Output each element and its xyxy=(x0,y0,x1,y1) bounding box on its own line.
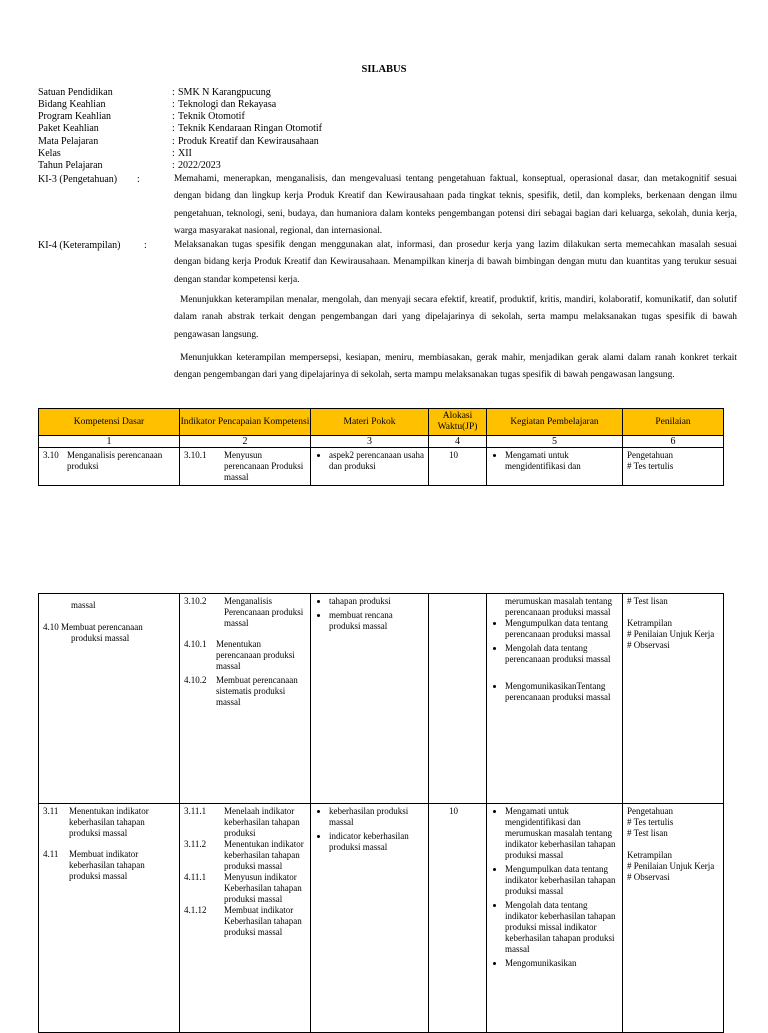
kegiatan-item: • Mengamati untuk mengidentifikasi dan xyxy=(505,450,618,472)
identity-label: Bidang Keahlian xyxy=(38,99,106,110)
ki3-label: KI-3 (Pengetahuan) xyxy=(38,174,118,185)
kd-cell xyxy=(39,594,180,804)
ki3-text: Memahami, menerapkan, menganalisis, dan mengevaluasi tentang pengetahuan faktual, konseptual, operasional dasar, dan metakognitif sesuai dengan bidang dan lingkup kerja Produk Kreatif dan Kewirausahaan pada tingkat teknis, spesifik, detil, dan kompleks, berkenaan dengan ilmu pengetahuan, teknologi, seni, budaya, dan humaniora dalam konteks pengembangan potensi diri sebagai bagian dari keluarga, sekolah, dunia kerja, warga masyarakat nasional, regional, dan internasional. xyxy=(174,174,737,237)
ipk-number: 4.10.2 xyxy=(184,675,207,685)
kd-text: massal xyxy=(71,600,96,610)
syllabus-table-continued xyxy=(38,593,724,1033)
header-materi-pokok: Materi Pokok xyxy=(311,409,429,436)
identity-value: Teknik Kendaraan Ringan Otomotif xyxy=(178,123,322,134)
penilaian-item: Ketrampilan xyxy=(627,850,672,860)
ki4-paragraph-2: Menunjukkan keterampilan menalar, mengolah, dan menyaji secara efektif, kreatif, produktif, kritis, mandiri, kolaboratif, komunikatif, dan solutif dalam ranah abstrak terkait dengan pengembangan dari yang dipelajarinya di sekolah, serta mampu melaksanakan tugas spesifik di bawah pengawasan langsung. xyxy=(174,295,737,340)
ki4-colon: : xyxy=(144,240,147,251)
ipk-number: 4.10.1 xyxy=(184,639,207,649)
identity-row: Paket Keahlian : Teknik Kendaraan Ringan Otomotif xyxy=(38,123,322,134)
kegiatan-item: • Mengolah data tentang indikator keberhasilan tahapan produksi missal indikator keberhasilan tahapan produksi massal xyxy=(505,900,618,955)
identity-row: Kelas : XII xyxy=(38,148,192,159)
ipk-text: Menentukan indikator keberhasilan tahapan produksi massal xyxy=(224,839,304,871)
penilaian-item: # Tes tertulis xyxy=(627,817,674,827)
materi-item: • aspek2 perencanaan usaha dan produksi xyxy=(329,450,424,472)
ipk-number: 4.1.12 xyxy=(184,905,207,915)
alokasi-cell: 10 xyxy=(429,804,487,1033)
table-header-row xyxy=(39,409,724,436)
header-penilaian: Penilaian xyxy=(623,409,724,436)
column-number: 3 xyxy=(311,436,429,448)
ipk-text: Menganalisis Perencanaan produksi massal xyxy=(224,596,304,628)
penilaian-item: Pengetahuan xyxy=(627,450,673,460)
materi-cell xyxy=(311,804,429,1033)
penilaian-item: # Penilaian Unjuk Kerja xyxy=(627,629,715,639)
ipk-text: Membuat perencanaan sistematis produksi massal xyxy=(216,675,298,707)
identity-label: Satuan Pendidikan xyxy=(38,87,113,98)
kd-number: 3.10 xyxy=(43,450,59,460)
materi-cell xyxy=(311,448,429,486)
ipk-number: 3.11.1 xyxy=(184,806,207,816)
kegiatan-cell xyxy=(487,448,623,486)
kegiatan-text: merumuskan masalah tentang perencanaan produksi massal xyxy=(505,596,612,617)
ipk-number: 4.11.1 xyxy=(184,872,207,882)
identity-row: Mata Pelajaran : Produk Kreatif dan Kewirausahaan xyxy=(38,136,319,147)
column-number: 6 xyxy=(623,436,724,448)
penilaian-item: # Observasi xyxy=(627,872,670,882)
materi-item: • membuat rencana produksi massal xyxy=(329,610,424,632)
header-kompetensi-dasar: Kompetensi Dasar xyxy=(39,409,180,436)
identity-value: SMK N Karangpucung xyxy=(178,87,271,98)
ipk-text: Menentukan perencanaan produksi massal xyxy=(216,639,295,671)
column-number: 2 xyxy=(180,436,311,448)
header-kegiatan: Kegiatan Pembelajaran xyxy=(487,409,623,436)
identity-label: Tahun Pelajaran xyxy=(38,160,103,171)
ki4-paragraph-3: Menunjukkan keterampilan mempersepsi, kesiapan, meniru, membiasakan, gerak mahir, menjadikan gerak alami dalam ranah konkret terkait dengan pengembangan dari yang dipelajarinya di sekolah, serta mampu melaksanakan tugas spesifik di bawah pengawasan langsung. xyxy=(174,353,737,381)
column-number: 1 xyxy=(39,436,180,448)
penilaian-item: # Penilaian Unjuk Kerja xyxy=(627,861,715,871)
ipk-cell xyxy=(180,448,311,486)
identity-label: Mata Pelajaran xyxy=(38,136,99,147)
table-number-row xyxy=(39,436,724,448)
penilaian-cell xyxy=(623,448,724,486)
column-number: 4 xyxy=(429,436,487,448)
penilaian-item: # Test lisan xyxy=(627,828,668,838)
ipk-number: 3.10.2 xyxy=(184,596,207,606)
identity-value: Teknologi dan Rekayasa xyxy=(178,99,277,110)
ki4-label: KI-4 (Keterampilan) xyxy=(38,240,121,251)
kd-text: 4.10 Membuat perencanaan xyxy=(43,622,143,632)
column-number: 5 xyxy=(487,436,623,448)
ipk-number: 3.10.1 xyxy=(184,450,207,460)
ipk-text: Membuat indikator Keberhasilan tahapan produksi massal xyxy=(224,905,302,937)
kegiatan-item: • MengomunikasikanTentang perencanaan produksi massal xyxy=(505,681,618,703)
identity-row: Program Keahlian : Teknik Otomotif xyxy=(38,111,245,122)
penilaian-item: Pengetahuan xyxy=(627,806,673,816)
penilaian-item: Ketrampilan xyxy=(627,618,672,628)
kd-cell xyxy=(39,804,180,1033)
kd-text: Menentukan indikator keberhasilan tahapan produksi massal xyxy=(69,806,149,838)
ipk-text: Menelaah indikator keberhasilan tahapan produksi xyxy=(224,806,300,838)
penilaian-cell xyxy=(623,804,724,1033)
header-indikator: Indikator Pencapaian Kompetensi xyxy=(180,409,311,436)
table-row xyxy=(39,594,724,804)
materi-item: • indicator keberhasilan produksi massal xyxy=(329,831,424,853)
kegiatan-cell xyxy=(487,804,623,1033)
penilaian-item: # Observasi xyxy=(627,640,670,650)
identity-row: Satuan Pendidikan : SMK N Karangpucung xyxy=(38,87,271,98)
ki4-paragraph-1: Melaksanakan tugas spesifik dengan menggunakan alat, informasi, dan prosedur kerja yang lazim dilakukan serta memecahkan masalah sesuai dengan bidang kerja Produk Kreatif dan Kewirausahaan. Menampilkan kinerja di bawah bimbingan dengan mutu dan kuantitas yang terukur sesuai dengan standar kompetensi kerja. xyxy=(174,240,737,285)
kegiatan-item: • Mengumpulkan data tentang indikator keberhasilan tahapan produksi massal xyxy=(505,864,618,897)
ipk-cell xyxy=(180,804,311,1033)
kd-cell xyxy=(39,448,180,486)
kd-text: Menganalisis perencanaan produksi xyxy=(67,450,163,471)
header-alokasi-waktu: Alokasi Waktu(JP) xyxy=(429,409,487,436)
ipk-cell xyxy=(180,594,311,804)
syllabus-table-top xyxy=(38,408,724,486)
ki3-colon: : xyxy=(137,174,140,185)
ipk-number: 3.11.2 xyxy=(184,839,207,849)
alokasi-cell xyxy=(429,594,487,804)
materi-item: • tahapan produksi xyxy=(329,596,424,607)
identity-value: Teknik Otomotif xyxy=(178,111,245,122)
identity-row: Tahun Pelajaran : 2022/2023 xyxy=(38,160,221,171)
materi-cell xyxy=(311,594,429,804)
alokasi-cell: 10 xyxy=(429,448,487,486)
document-title: SILABUS xyxy=(361,64,407,75)
kegiatan-cell xyxy=(487,594,623,804)
penilaian-cell xyxy=(623,594,724,804)
identity-label: Paket Keahlian xyxy=(38,123,99,134)
table-row xyxy=(39,804,724,1033)
identity-label: Program Keahlian xyxy=(38,111,112,122)
kegiatan-item: • Mengolah data tentang perencanaan produksi massal xyxy=(505,643,618,665)
kd-number: 4.11 xyxy=(43,849,59,859)
identity-value: XII xyxy=(178,148,192,159)
table-row xyxy=(39,448,724,486)
ipk-text: Menyusun indikator Keberhasilan tahapan produksi massal xyxy=(224,872,302,904)
penilaian-item: # Test lisan xyxy=(627,596,668,606)
penilaian-item: # Tes tertulis xyxy=(627,461,674,471)
ipk-text: Menyusun perencanaan Produksi massal xyxy=(224,450,304,482)
kegiatan-item: • Mengomunikasikan xyxy=(505,958,618,969)
identity-row: Bidang Keahlian : Teknologi dan Rekayasa xyxy=(38,99,277,110)
identity-label: Kelas xyxy=(38,148,61,159)
materi-item: • keberhasilan produksi massal xyxy=(329,806,424,828)
kegiatan-item: • Mengamati untuk mengidentifikasi dan merumuskan masalah tentang indikator keberhasilan tahapan produksi massal xyxy=(505,806,618,861)
kegiatan-item: • Mengumpulkan data tentang perencanaan produksi massal xyxy=(505,618,618,640)
identity-value: 2022/2023 xyxy=(178,160,221,171)
kd-text: produksi massal xyxy=(71,633,130,643)
identity-value: Produk Kreatif dan Kewirausahaan xyxy=(178,136,319,147)
kd-text: Membuat indikator keberhasilan tahapan produksi massal xyxy=(69,849,145,881)
kd-number: 3.11 xyxy=(43,806,59,816)
